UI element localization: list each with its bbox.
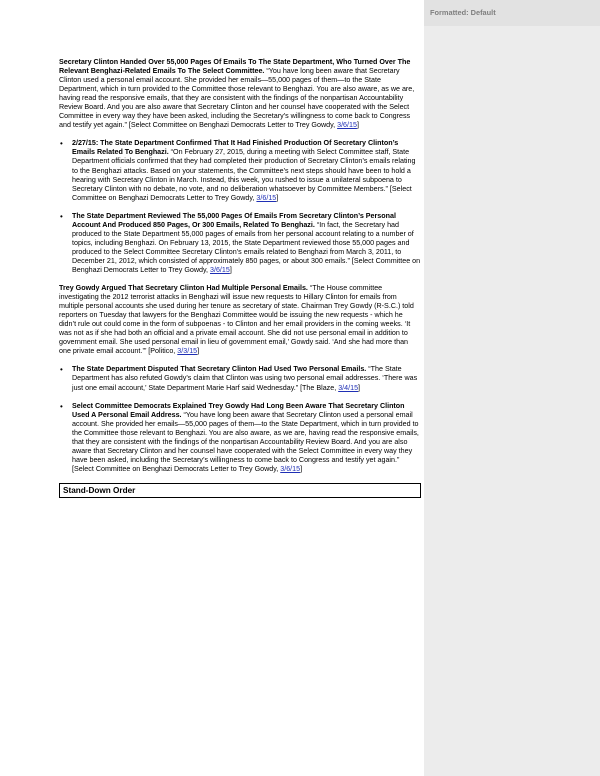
paragraph-gowdy-multiple-emails — [59, 284, 421, 356]
bullet-icon: • — [60, 139, 63, 149]
document-body — [59, 58, 421, 498]
bullet-850-pages — [59, 212, 421, 275]
comment-pane — [424, 0, 600, 776]
citation-link[interactable]: 3/3/15 — [177, 347, 198, 356]
bullet-icon: • — [60, 211, 63, 221]
format-comment-balloon[interactable] — [424, 0, 600, 26]
format-comment-label: Formatted: Default — [430, 8, 496, 17]
citation-link[interactable]: 3/6/15 — [209, 265, 230, 274]
bullet-headline: The State Department Disputed That Secretary Clinton Had Used Two Personal Emails. — [72, 365, 367, 374]
bullet-icon: • — [60, 365, 63, 375]
section-heading-box — [59, 483, 421, 498]
bullet-headline: 2/27/15: The State Department Confirmed That It Had Finished Production Of Secretary Clinton’s Emails Related To Benghazi. — [72, 139, 399, 157]
paragraph-headline: Trey Gowdy Argued That Secretary Clinton Had Multiple Personal Emails. — [59, 284, 308, 293]
citation-close: ] — [229, 265, 232, 274]
section-heading: Stand-Down Order — [63, 485, 136, 495]
citation-close: ] — [276, 193, 279, 202]
bullet-headline: Select Committee Democrats Explained Trey Gowdy Had Long Been Aware That Secretary Clinton Used A Personal Email Address. — [72, 401, 405, 419]
citation-link[interactable]: 3/6/15 — [337, 121, 357, 130]
bullet-headline: The State Department Reviewed The 55,000 Pages Of Emails From Secretary Clinton’s Personal Account And Produced 850 Pages, Or 300 Emails, Related To Benghazi. — [72, 211, 396, 229]
citation-close: ] — [300, 464, 303, 473]
bullet-production-finished — [59, 139, 421, 202]
paragraph-emails-handed-over — [59, 58, 421, 130]
bullet-state-disputed — [59, 365, 421, 392]
bullet-body: “In fact, the Secretary had produced to the State Department 55,000 pages of emails from her personal account relating to a number of topics, including Benghazi. On February 13, 2015, the State Department reviewed those 55,000 pages and produced to the Select Committee Secretary Clinton’s emails related to Benghazi from March 3, 2011, to December 21, 2012, which consisted of approximately 850 pages, or about 300 emails.” [Select Committee on Benghazi Democrats Letter to Trey Gowdy, — [72, 220, 421, 274]
bullet-icon: • — [60, 401, 63, 411]
citation-link[interactable]: 3/6/15 — [256, 193, 277, 202]
citation-close: ] — [197, 347, 200, 356]
paragraph-headline: Secretary Clinton Handed Over 55,000 Pages Of Emails To The State Department, Who Turned Over The Relevant Benghazi-Related Emails To The Select Committee. — [59, 58, 411, 76]
citation-link[interactable]: 3/6/15 — [280, 464, 301, 473]
bullet-body: “You have long been aware that Secretary Clinton used a personal email account. She provided her emails—55,000 pages of them—to the State Department, which in turn provided to the Committee those relevant to Benghazi. You are also aware, as we are, having read the responsive emails, that they are consistent with the findings of the nonpartisan Accountability Review Board. And you are also aware that Secretary Clinton and her counsel have cooperated with the Select Committee in every way they have been asked, including the Secretary’s willingness to come back to Congress and testify yet again.” [Select Committee on Benghazi Democrats Letter to Trey Gowdy, — [72, 410, 419, 473]
bullet-body: “The State Department has also refuted Gowdy’s claim that Clinton was using two personal email addresses. ‘There was just one email account,’ State Department Marie Harf said Wednesday.” [The Blaze, — [72, 365, 418, 392]
paragraph-body: “You have long been aware that Secretary Clinton used a personal email account. She provided her emails—55,000 pages of them—to the State Department, which in turn provided to the Committee those relevant to Benghazi. You are also aware, as we are, having read the responsive emails, that they are consistent with the findings of the nonpartisan Accountability Review Board. And you are also aware that Secretary Clinton and her counsel have cooperated with the Select Committee in every way they have been asked, including the Secretary’s willingness to come back to Congress and testify yet again.” [Select Committee on Benghazi Democrats Letter to Trey Gowdy, — [59, 67, 415, 130]
bullet-democrats-explained — [59, 402, 421, 474]
citation-close: ] — [356, 121, 359, 130]
paragraph-body: “The House committee investigating the 2012 terrorist attacks in Benghazi will issue new requests to Hillary Clinton for emails from multiple personal accounts she used during her tenure as secretary of state. Chairman Trey Gowdy (R-S.C.) told reporters on Tuesday that lawyers for the Benghazi Committee would be issuing the new requests - which he didn’t rule out could come in the form of subpoenas - to Clinton and her email providers in the coming weeks. ‘It was not as if she had both an official and a private email account. She did not use personal email in addition to government email. She used personal email in lieu of government email,’ Gowdy said. ‘And she had more than one private email account.’” [Politico, — [59, 284, 414, 356]
bullet-body: “On February 27, 2015, during a meeting with Select Committee staff, State Department officials confirmed that they had completed their production of Secretary Clinton’s emails relating to the Benghazi attacks. Based on your statements, the Committee’s next steps should have been to hold a hearing with Secretary Clinton in March. Instead, this week, you rushed to issue a unilateral subpoena to Secretary Clinton with no debate, no vote, and no deliberation whatsoever by Committee Members.” [Select Committee on Benghazi Democrats Letter to Trey Gowdy, — [72, 148, 416, 202]
citation-close: ] — [358, 383, 361, 392]
citation-link[interactable]: 3/4/15 — [338, 383, 359, 392]
